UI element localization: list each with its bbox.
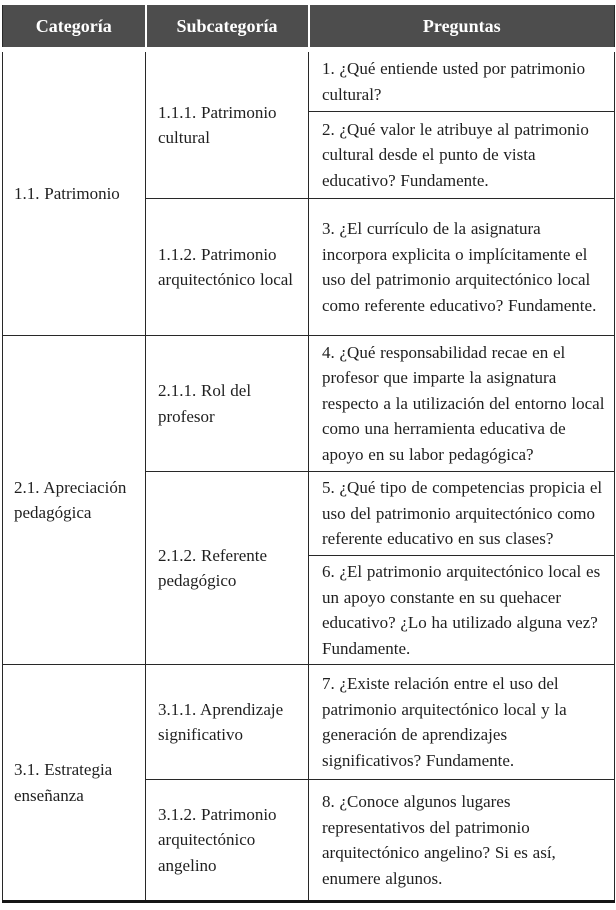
category-cell-patrimonio: 1.1. Patrimonio [3,50,146,336]
subcategory-cell-aprendizaje-significativo: 3.1.1. Aprendizaje significativo [146,665,309,780]
question-cell-3: 3. ¿El currículo de la asignatura incorpora explicita o implícitamente el uso del patrimonio arquitectónico local como referente educativo? Fundamente. [309,199,615,336]
question-cell-4: 4. ¿Qué responsabilidad recae en el profesor que imparte la asignatura respecto a la utilización del entorno local como una herramienta educativa de apoyo en su labor pedagógica? [309,336,615,472]
header-row [3,5,615,50]
table-row-q7 [3,665,615,780]
table-row-q1 [3,50,615,112]
category-cell-estrategia-ensenanza: 3.1. Estrategia enseñanza [3,665,146,902]
subcategory-cell-referente-pedagogico: 2.1.2. Referente pedagógico [146,472,309,665]
category-cell-apreciacion-pedagogica: 2.1. Apreciación pedagógica [3,336,146,665]
table-row-q4 [3,336,615,472]
column-header-preguntas: Preguntas [309,5,615,50]
column-header-subcategoria: Subcategoría [146,5,309,50]
question-cell-8: 8. ¿Conoce algunos lugares representativos del patrimonio arquitectónico angelino? Si es así, enumere algunos. [309,780,615,902]
question-cell-7: 7. ¿Existe relación entre el uso del patrimonio arquitectónico local y la generación de aprendizajes significativos? Fundamente. [309,665,615,780]
subcategory-cell-patrimonio-arquitectonico-local: 1.1.2. Patrimonio arquitectónico local [146,199,309,336]
question-cell-1: 1. ¿Qué entiende usted por patrimonio cultural? [309,50,615,112]
categories-questions-table [2,5,615,903]
question-cell-2: 2. ¿Qué valor le atribuye al patrimonio cultural desde el punto de vista educativo? Fundamente. [309,112,615,199]
subcategory-cell-rol-del-profesor: 2.1.1. Rol del profesor [146,336,309,472]
subcategory-cell-patrimonio-arquitectonico-angelino: 3.1.2. Patrimonio arquitectónico angelino [146,780,309,902]
question-cell-6: 6. ¿El patrimonio arquitectónico local es un apoyo constante en su quehacer educativo? ¿Lo ha utilizado alguna vez? Fundamente. [309,556,615,665]
question-cell-5: 5. ¿Qué tipo de competencias propicia el uso del patrimonio arquitectónico como referente educativo en sus clases? [309,472,615,556]
subcategory-cell-patrimonio-cultural: 1.1.1. Patrimonio cultural [146,50,309,199]
column-header-categoria: Categoría [3,5,146,50]
